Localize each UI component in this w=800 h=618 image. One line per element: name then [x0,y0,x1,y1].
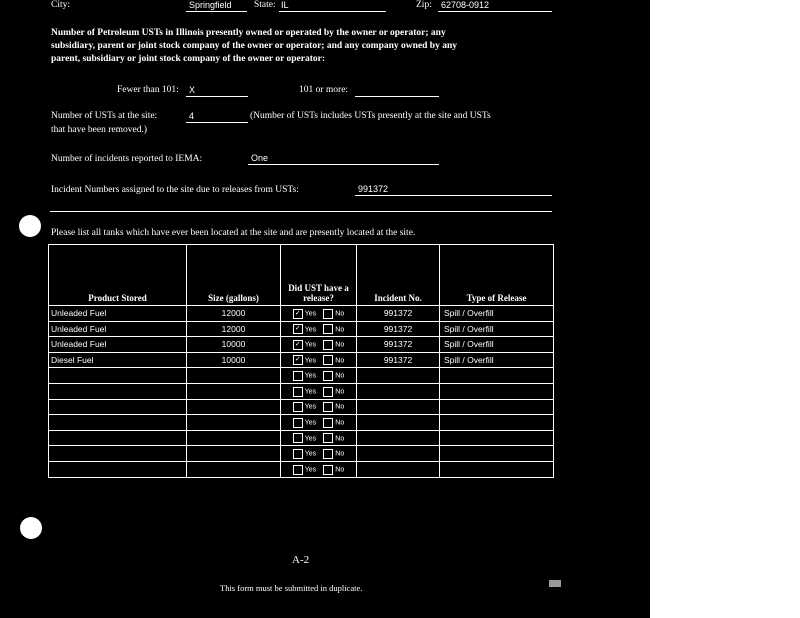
cell-release-type[interactable] [440,383,554,399]
yes-checkbox[interactable]: ✓ [293,355,303,365]
no-checkbox[interactable] [323,387,333,397]
no-checkbox[interactable] [323,340,333,350]
no-checkbox[interactable] [323,449,333,459]
cell-release-type[interactable] [440,446,554,462]
cell-release-type[interactable]: Spill / Overfill [440,337,554,353]
state-underline [279,11,386,12]
no-label: No [335,419,345,427]
yes-checkbox[interactable]: ✓ [293,309,303,319]
table-row [49,430,554,446]
city-label: City: [51,0,71,10]
cell-product[interactable] [49,368,187,384]
table-row [49,461,554,477]
no-checkbox[interactable] [323,324,333,334]
yes-checkbox[interactable] [293,465,303,475]
incident-numbers-value[interactable]: 991372 [358,184,389,194]
yes-checkbox[interactable]: ✓ [293,340,303,350]
no-label: No [335,372,345,380]
yes-checkbox[interactable] [293,449,303,459]
cell-release [281,399,357,415]
cell-release [281,415,357,431]
no-checkbox[interactable] [323,355,333,365]
footer-note: This form must be submitted in duplicate. [220,583,363,593]
cell-release [281,321,357,337]
punch-hole-bottom [20,517,42,539]
no-checkbox[interactable] [323,402,333,412]
header-incident: Incident No. [357,245,440,306]
no-label: No [335,341,345,349]
yes-label: Yes [304,325,317,333]
cell-release-type[interactable]: Spill / Overfill [440,321,554,337]
table-row [49,337,554,353]
no-checkbox[interactable] [323,465,333,475]
cell-release [281,352,357,368]
cell-product[interactable] [49,383,187,399]
cell-release-type[interactable] [440,461,554,477]
cell-size[interactable] [187,430,281,446]
zip-underline [438,11,552,12]
cell-incident[interactable] [357,383,440,399]
cell-release [281,337,357,353]
cell-release [281,306,357,322]
no-label: No [335,356,345,364]
cell-release-type[interactable] [440,399,554,415]
cell-release [281,446,357,462]
cell-release-type[interactable]: Spill / Overfill [440,306,554,322]
cell-release-type[interactable] [440,368,554,384]
cell-size[interactable]: 12000 [187,306,281,322]
zip-value[interactable]: 62708-0912 [441,0,490,10]
table-row [49,321,554,337]
no-checkbox[interactable] [323,418,333,428]
no-label: No [335,403,345,411]
usts-at-site-value[interactable]: 4 [189,111,195,121]
cell-incident[interactable]: 991372 [357,352,440,368]
cell-product[interactable]: Unleaded Fuel [49,337,187,353]
yes-checkbox[interactable] [293,402,303,412]
table-row [49,415,554,431]
cell-size[interactable] [187,446,281,462]
cell-size[interactable] [187,383,281,399]
more-than-label: 101 or more: [299,85,349,95]
city-value[interactable]: Springfield [189,0,232,10]
cell-product[interactable]: Diesel Fuel [49,352,187,368]
incident-numbers-extra-line [50,211,552,212]
tank-table-header [49,245,554,306]
yes-label: Yes [304,450,317,458]
cell-product[interactable] [49,430,187,446]
cell-incident[interactable] [357,368,440,384]
tank-instruction: Please list all tanks which have ever been located at the site and are presently located at the site. [51,228,416,238]
incident-numbers-label: Incident Numbers assigned to the site due to releases from USTs: [51,185,299,195]
cell-incident[interactable]: 991372 [357,321,440,337]
no-checkbox[interactable] [323,309,333,319]
cell-incident[interactable]: 991372 [357,337,440,353]
cell-size[interactable]: 10000 [187,352,281,368]
yes-label: Yes [304,341,317,349]
cell-product[interactable]: Unleaded Fuel [49,321,187,337]
page-number: A-2 [292,554,310,566]
cell-incident[interactable]: 991372 [357,306,440,322]
fewer-than-label: Fewer than 101: [117,85,179,95]
cell-release [281,383,357,399]
cell-product[interactable] [49,446,187,462]
no-label: No [335,450,345,458]
header-product: Product Stored [49,245,187,306]
yes-label: Yes [304,388,317,396]
no-label: No [335,310,345,318]
table-row [49,446,554,462]
table-row [49,399,554,415]
cell-release [281,430,357,446]
usts-note-line2: that have been removed.) [51,125,148,135]
cell-incident[interactable] [357,446,440,462]
owned-question-line1: Number of Petroleum USTs in Illinois presently owned or operated by the owner or operator; any [51,28,446,38]
fewer-than-value[interactable]: X [189,85,196,95]
yes-label: Yes [304,434,317,442]
no-label: No [335,434,345,442]
corner-mark [549,580,561,587]
incidents-value[interactable]: One [251,153,269,163]
yes-label: Yes [304,310,317,318]
header-type: Type of Release [440,245,554,306]
table-row [49,368,554,384]
cell-size[interactable] [187,415,281,431]
cell-release [281,461,357,477]
incident-numbers-underline [355,195,552,196]
cell-product[interactable] [49,415,187,431]
yes-checkbox[interactable]: ✓ [293,324,303,334]
usts-at-site-label: Number of USTs at the site: [51,111,158,121]
yes-label: Yes [304,372,317,380]
table-row [49,383,554,399]
incidents-label: Number of incidents reported to IEMA: [51,154,203,164]
cell-incident[interactable] [357,461,440,477]
incidents-underline [248,164,439,165]
city-underline [186,11,247,12]
table-row [49,352,554,368]
no-label: No [335,388,345,396]
usts-at-site-underline [186,122,248,123]
table-row [49,306,554,322]
yes-label: Yes [304,466,317,474]
cell-incident[interactable] [357,399,440,415]
no-label: No [335,466,345,474]
yes-checkbox[interactable] [293,418,303,428]
cell-product[interactable] [49,399,187,415]
cell-release [281,368,357,384]
cell-size[interactable]: 12000 [187,321,281,337]
owned-question-line2: subsidiary, parent or joint stock company of the owner or operator; and any company owned by any [51,41,457,51]
cell-incident[interactable] [357,430,440,446]
tank-table-body [49,306,554,478]
cell-release-type[interactable] [440,415,554,431]
cell-release-type[interactable]: Spill / Overfill [440,352,554,368]
cell-product[interactable]: Unleaded Fuel [49,306,187,322]
no-label: No [335,325,345,333]
cell-size[interactable] [187,368,281,384]
cell-size[interactable]: 10000 [187,337,281,353]
punch-hole-top [19,215,41,237]
yes-label: Yes [304,419,317,427]
no-checkbox[interactable] [323,433,333,443]
state-value[interactable]: IL [281,0,289,10]
header-size: Size (gallons) [187,245,281,306]
yes-label: Yes [304,403,317,411]
yes-checkbox[interactable] [293,387,303,397]
zip-label: Zip: [416,0,432,10]
usts-note-line1: (Number of USTs includes USTs presently at the site and USTs [250,111,491,121]
cell-release-type[interactable] [440,430,554,446]
header-release: Did UST have a release? [281,245,357,306]
cell-size[interactable] [187,461,281,477]
more-than-underline [355,96,439,97]
owned-question-line3: parent, subsidiary or joint stock company of the owner or operator: [51,54,325,64]
cell-size[interactable] [187,399,281,415]
state-label: State: [254,0,276,10]
tank-table [48,244,554,478]
cell-product[interactable] [49,461,187,477]
no-checkbox[interactable] [323,371,333,381]
fewer-than-underline [186,96,248,97]
yes-checkbox[interactable] [293,433,303,443]
yes-label: Yes [304,356,317,364]
yes-checkbox[interactable] [293,371,303,381]
cell-incident[interactable] [357,415,440,431]
